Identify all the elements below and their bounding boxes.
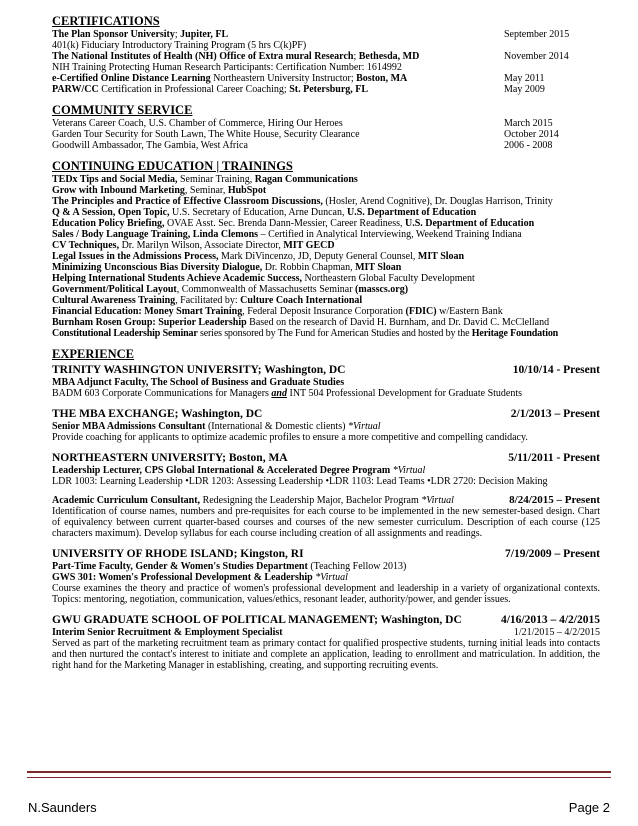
training-name: Burnham Rosen Group: Superior Leadership bbox=[52, 317, 247, 328]
role-title: Academic Curriculum Consultant, bbox=[52, 495, 201, 506]
virtual-tag: *Virtual bbox=[315, 572, 348, 583]
community-row bbox=[52, 118, 600, 129]
cert-detail: 401(k) Fiduciary Introductory Training Program (5 hrs C(k)PF) bbox=[52, 40, 307, 51]
cert-org: e-Certified Online Distance Learning bbox=[52, 73, 211, 84]
cert-sep: Certification in Professional Career Coaching; bbox=[98, 84, 290, 95]
employer-name: THE MBA EXCHANGE; Washington, DC bbox=[52, 408, 263, 420]
community-item: Goodwill Ambassador, The Gambia, West Africa bbox=[52, 140, 248, 151]
employer-name: UNIVERSITY OF RHODE ISLAND; Kingston, RI bbox=[52, 548, 304, 560]
course-text: BADM 603 Corporate Communications for Managers bbox=[52, 388, 272, 399]
virtual-tag: *Virtual bbox=[392, 465, 426, 476]
training-detail: , Facilitated by: bbox=[175, 295, 241, 306]
training-org: MIT Sloan bbox=[355, 262, 402, 273]
cert-location: Bethesda, MD bbox=[358, 51, 420, 62]
role-dates: 8/24/2015 – Present bbox=[509, 494, 600, 506]
cert-row bbox=[52, 73, 600, 84]
job-role: MBA Adjunct Faculty, The School of Business and Graduate Studies bbox=[52, 377, 345, 388]
community-item: Veterans Career Coach, U.S. Chamber of Commerce, Hiring Our Heroes bbox=[52, 118, 343, 129]
cert-org: The Plan Sponsor University bbox=[52, 29, 175, 40]
training-detail: Mark DiVincenzo, JD, Deputy General Counsel, bbox=[218, 251, 418, 262]
community-row bbox=[52, 140, 600, 151]
training-item bbox=[52, 262, 600, 273]
job-header bbox=[52, 408, 600, 421]
training-name: Minimizing Unconscious Bias Diversity Dialogue, bbox=[52, 262, 263, 273]
cert-sep: Northeastern University Instructor; bbox=[210, 73, 357, 84]
job-header bbox=[52, 452, 600, 465]
community-item: Garden Tour Security for South Lawn, The White House, Security Clearance bbox=[52, 129, 360, 140]
education-heading: CONTINUING EDUCATION | TRAININGS bbox=[52, 159, 293, 173]
training-item bbox=[52, 306, 600, 317]
training-org: (FDIC) bbox=[405, 306, 437, 317]
training-detail: series sponsored by The Fund for American Studies and hosted by the bbox=[197, 328, 472, 339]
job-header bbox=[52, 364, 600, 377]
training-item bbox=[52, 317, 600, 328]
resume-page bbox=[52, 10, 600, 671]
job-role bbox=[52, 465, 600, 476]
training-org: HubSpot bbox=[227, 185, 267, 196]
training-name: Education Policy Briefing, bbox=[52, 218, 165, 229]
training-org: MIT GECD bbox=[283, 240, 335, 251]
training-item bbox=[52, 207, 600, 218]
training-name: Legal Issues in the Admissions Process, bbox=[52, 251, 219, 262]
role-detail: Redesigning the Leadership Major, Bachelor Program bbox=[200, 495, 422, 506]
footer-rule bbox=[27, 771, 611, 773]
community-date: October 2014 bbox=[504, 129, 559, 140]
training-detail: OVAE Asst. Sec. Brenda Dann-Messier, Career Readiness, bbox=[164, 218, 405, 229]
training-name: Sales / Body Language Training, Linda Clemons bbox=[52, 229, 259, 240]
training-item bbox=[52, 240, 600, 251]
job-description: Identification of course names, numbers and pre-requisites for each course to be implemented in the new semester-based design. Chart of equivalency between current quarter-based courses and courses of the new semester curriculum. Description of each course (125 characters maximum). Develop syllabus for each course including creation of all assignments and readings. bbox=[52, 506, 600, 539]
role-title: Senior MBA Admissions Consultant bbox=[52, 421, 206, 432]
community-date: March 2015 bbox=[504, 118, 553, 129]
community-heading: COMMUNITY SERVICE bbox=[52, 103, 193, 117]
course-text: INT 504 Professional Development for Graduate Students bbox=[286, 388, 523, 399]
training-detail: Dr. Robbin Chapman, bbox=[262, 262, 356, 273]
role-title: GWS 301: Women's Professional Development & Leadership bbox=[52, 572, 316, 583]
role-dates: 1/21/2015 – 4/2/2015 bbox=[513, 627, 600, 638]
training-name: Constitutional Leadership Seminar bbox=[52, 328, 198, 339]
training-detail: , Commonwealth of Massachusetts Seminar bbox=[176, 284, 356, 295]
virtual-tag: *Virtual bbox=[347, 421, 381, 432]
job-header bbox=[52, 614, 600, 627]
role-detail: (International & Domestic clients) bbox=[205, 421, 348, 432]
cert-org: PARW/CC bbox=[52, 84, 99, 95]
training-detail: Northeastern Global Faculty Development bbox=[302, 273, 475, 284]
training-name: Grow with Inbound Marketing bbox=[52, 185, 185, 196]
training-detail: U.S. Secretary of Education, Arne Duncan, bbox=[169, 207, 347, 218]
cert-location: St. Petersburg, FL bbox=[289, 84, 369, 95]
training-org: U.S. Department of Education bbox=[404, 218, 535, 229]
training-item bbox=[52, 273, 600, 284]
training-detail: Dr. Marilyn Wilson, Associate Director, bbox=[119, 240, 284, 251]
role-detail: (Teaching Fellow 2013) bbox=[307, 561, 407, 572]
job-role bbox=[52, 421, 600, 432]
job-dates: 4/16/2013 – 4/2/2015 bbox=[500, 614, 600, 626]
job-header bbox=[52, 548, 600, 561]
training-name: CV Techniques, bbox=[52, 240, 120, 251]
training-item bbox=[52, 218, 600, 229]
virtual-tag: *Virtual bbox=[421, 495, 454, 506]
training-org: Heritage Foundation bbox=[471, 328, 559, 339]
role-title: Part-Time Faculty, Gender & Women's Studies Department bbox=[52, 561, 308, 572]
training-name: Q & A Session, Open Topic, bbox=[52, 207, 170, 218]
page-number: Page 2 bbox=[568, 800, 610, 815]
cert-row bbox=[52, 84, 600, 95]
training-org: Ragan Communications bbox=[254, 174, 358, 185]
cert-date: May 2009 bbox=[504, 84, 545, 95]
training-detail: (Hosler, Arend Cognitive), Dr. Douglas Harrison, Trinity bbox=[322, 196, 553, 207]
job-description: Provide coaching for applicants to optimize academic profiles to ensure a more competitive and compelling candidacy. bbox=[52, 432, 528, 443]
job-role-secondary bbox=[52, 572, 600, 583]
job-description: Course examines the theory and practice of women's professional development and leadership in a variety of organizational contexts. Topics: mentoring, negotiation, communication, values/ethics, resonant leader, authority/power, and gender issues. bbox=[52, 583, 600, 605]
job-role bbox=[52, 561, 600, 572]
cert-date: May 2011 bbox=[504, 73, 545, 84]
training-item bbox=[52, 251, 600, 262]
job-role-row bbox=[52, 627, 600, 638]
training-detail: , Federal Deposit Insurance Corporation bbox=[242, 306, 406, 317]
training-name: TEDx Tips and Social Media, bbox=[52, 174, 178, 185]
cert-sep: ; bbox=[174, 29, 181, 40]
cert-row bbox=[52, 51, 600, 62]
training-item bbox=[52, 229, 600, 240]
training-detail: Seminar Training, bbox=[177, 174, 255, 185]
training-item bbox=[52, 196, 600, 207]
training-org: (masscs.org) bbox=[355, 284, 409, 295]
training-item bbox=[52, 174, 600, 185]
job-description bbox=[52, 388, 600, 399]
training-org: MIT Sloan bbox=[417, 251, 465, 262]
training-name: Financial Education: Money Smart Training bbox=[52, 306, 243, 317]
training-name: Cultural Awareness Training bbox=[52, 295, 176, 306]
training-detail: Based on the research of David H. Burnham, and Dr. David C. McClelland bbox=[246, 317, 550, 328]
cert-date: November 2014 bbox=[504, 51, 569, 62]
page-footer bbox=[28, 800, 610, 815]
job-dates: 7/19/2009 – Present bbox=[505, 548, 600, 560]
community-date: 2006 - 2008 bbox=[504, 140, 553, 151]
community-row bbox=[52, 129, 600, 140]
training-name: Government/Political Layout bbox=[52, 284, 177, 295]
footer-rule bbox=[27, 777, 611, 778]
cert-location: Boston, MA bbox=[356, 73, 408, 84]
training-name: The Principles and Practice of Effective Classroom Discussions, bbox=[52, 196, 323, 207]
cert-sep: ; bbox=[353, 51, 359, 62]
role-title: Leadership Lecturer, CPS Global International & Accelerated Degree Program bbox=[52, 465, 393, 476]
experience-heading: EXPERIENCE bbox=[52, 347, 134, 361]
training-item bbox=[52, 185, 600, 196]
training-detail-extra: w/Eastern Bank bbox=[436, 306, 503, 317]
cert-location: Jupiter, FL bbox=[180, 29, 229, 40]
job-dates: 5/11/2011 - Present bbox=[508, 452, 600, 464]
course-and: and bbox=[271, 388, 287, 399]
cert-org: The National Institutes of Health (NH) Office of Extra mural Research bbox=[52, 51, 354, 62]
employer-name: GWU GRADUATE SCHOOL OF POLITICAL MANAGEMENT; Washington, DC bbox=[52, 614, 462, 626]
training-item bbox=[52, 328, 600, 339]
employer-name: TRINITY WASHINGTON UNIVERSITY; Washington, DC bbox=[52, 364, 346, 376]
footer-author: N.Saunders bbox=[28, 800, 97, 815]
job-dates: 10/10/14 - Present bbox=[512, 364, 600, 376]
employer-name: NORTHEASTERN UNIVERSITY; Boston, MA bbox=[52, 452, 288, 464]
training-detail: , Seminar, bbox=[184, 185, 228, 196]
job-role: Interim Senior Recruitment & Employment Specialist bbox=[52, 627, 283, 638]
training-item bbox=[52, 284, 600, 295]
certifications-heading: CERTIFICATIONS bbox=[52, 14, 160, 28]
job-dates: 2/1/2013 – Present bbox=[510, 408, 600, 420]
training-org: Culture Coach International bbox=[240, 295, 363, 306]
course-list: LDR 1003: Learning Leadership •LDR 1203: Assessing Leadership •LDR 1103: Lead Teams •LDR 2720: Decision Making bbox=[52, 476, 548, 487]
cert-date: September 2015 bbox=[504, 29, 570, 40]
training-item bbox=[52, 295, 600, 306]
cert-row bbox=[52, 29, 600, 40]
training-name: Helping International Students Achieve Academic Success, bbox=[52, 273, 303, 284]
job-role-secondary bbox=[52, 495, 600, 506]
training-org: U.S. Department of Education bbox=[347, 207, 477, 218]
cert-detail: NIH Training Protecting Human Research Participants: Certification Number: 1614992 bbox=[52, 62, 402, 73]
training-detail: – Certified in Analytical Interviewing, Weekend Training Indiana bbox=[258, 229, 522, 240]
job-description: Served as part of the marketing recruitment team as primary contact for qualified prospective students, turning initial leads into contacts and then nurtured the contact's interest to initiate and complete an application, leading to enrollment and matriculation. In addition, the right hand for the Marketing Manager in establishing, creating, and supporting recruiting events. bbox=[52, 638, 600, 671]
